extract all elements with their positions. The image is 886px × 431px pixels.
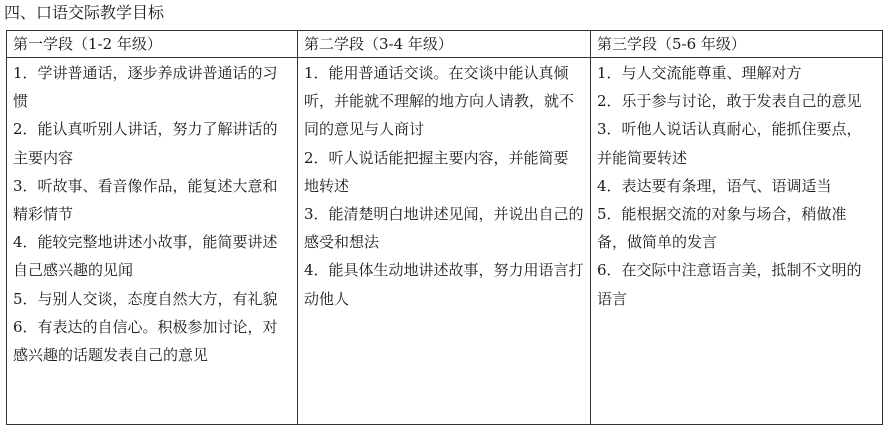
stage-2-goal-1: 1．能用普通话交谈。在交谈中能认真倾听，并能就不理解的地方向人请教，就不同的意见与人商讨 [304,64,575,139]
stage-3-goal-4: 4．表达要有条理，语气、语调适当 [597,176,832,195]
stage-3-cell [591,58,883,425]
stage-3-goal-6: 6．在交际中注意语言美，抵制不文明的语言 [597,261,862,308]
stage-1-cell [7,58,298,425]
stage-1-goal-1: 1．学讲普通话，逐步养成讲普通话的习惯 [13,64,278,111]
stage-2-cell [298,58,591,425]
table-header-row [7,31,883,58]
stage-1-goal-6: 6．有表达的自信心。积极参加讨论，对感兴趣的话题发表自己的意见 [13,317,278,365]
stage-2-goal-4: 4．能具体生动地讲述故事，努力用语言打动他人 [304,261,584,308]
header-stage-3: 第三学段（5-6 年级） [591,31,883,58]
section-title: 四、口语交际教学目标 [4,3,165,22]
stage-3-goal-3: 3．听他人说话认真耐心，能抓住要点，并能简要转述 [597,120,862,167]
table-row [7,58,883,425]
header-stage-2: 第二学段（3-4 年级） [298,31,591,58]
stage-1-goal-5: 5．与别人交谈，态度自然大方，有礼貌 [13,289,278,308]
stage-3-goal-2: 2．乐于参与讨论，敢于发表自己的意见 [597,92,862,111]
stage-1-goal-2: 2．能认真听别人讲话，努力了解讲话的主要内容 [13,120,278,167]
stage-2-goal-3: 3．能清楚明白地讲述见闻，并说出自己的感受和想法 [304,205,584,252]
stage-3-goal-5: 5．能根据交流的对象与场合，稍做准备，做简单的发言 [597,205,847,252]
stage-2-goal-2: 2．听人说话能把握主要内容，并能简要 地转述 [304,148,569,195]
teaching-goals-table [6,30,883,425]
stage-1-goal-3: 3．听故事、看音像作品，能复述大意和精彩情节 [13,176,278,224]
stage-1-goal-4: 4．能较完整地讲述小故事，能简要讲述自己感兴趣的见闻 [13,233,278,280]
header-stage-1: 第一学段（1-2 年级） [7,31,298,58]
stage-3-goal-1: 1．与人交流能尊重、理解对方 [597,64,802,82]
